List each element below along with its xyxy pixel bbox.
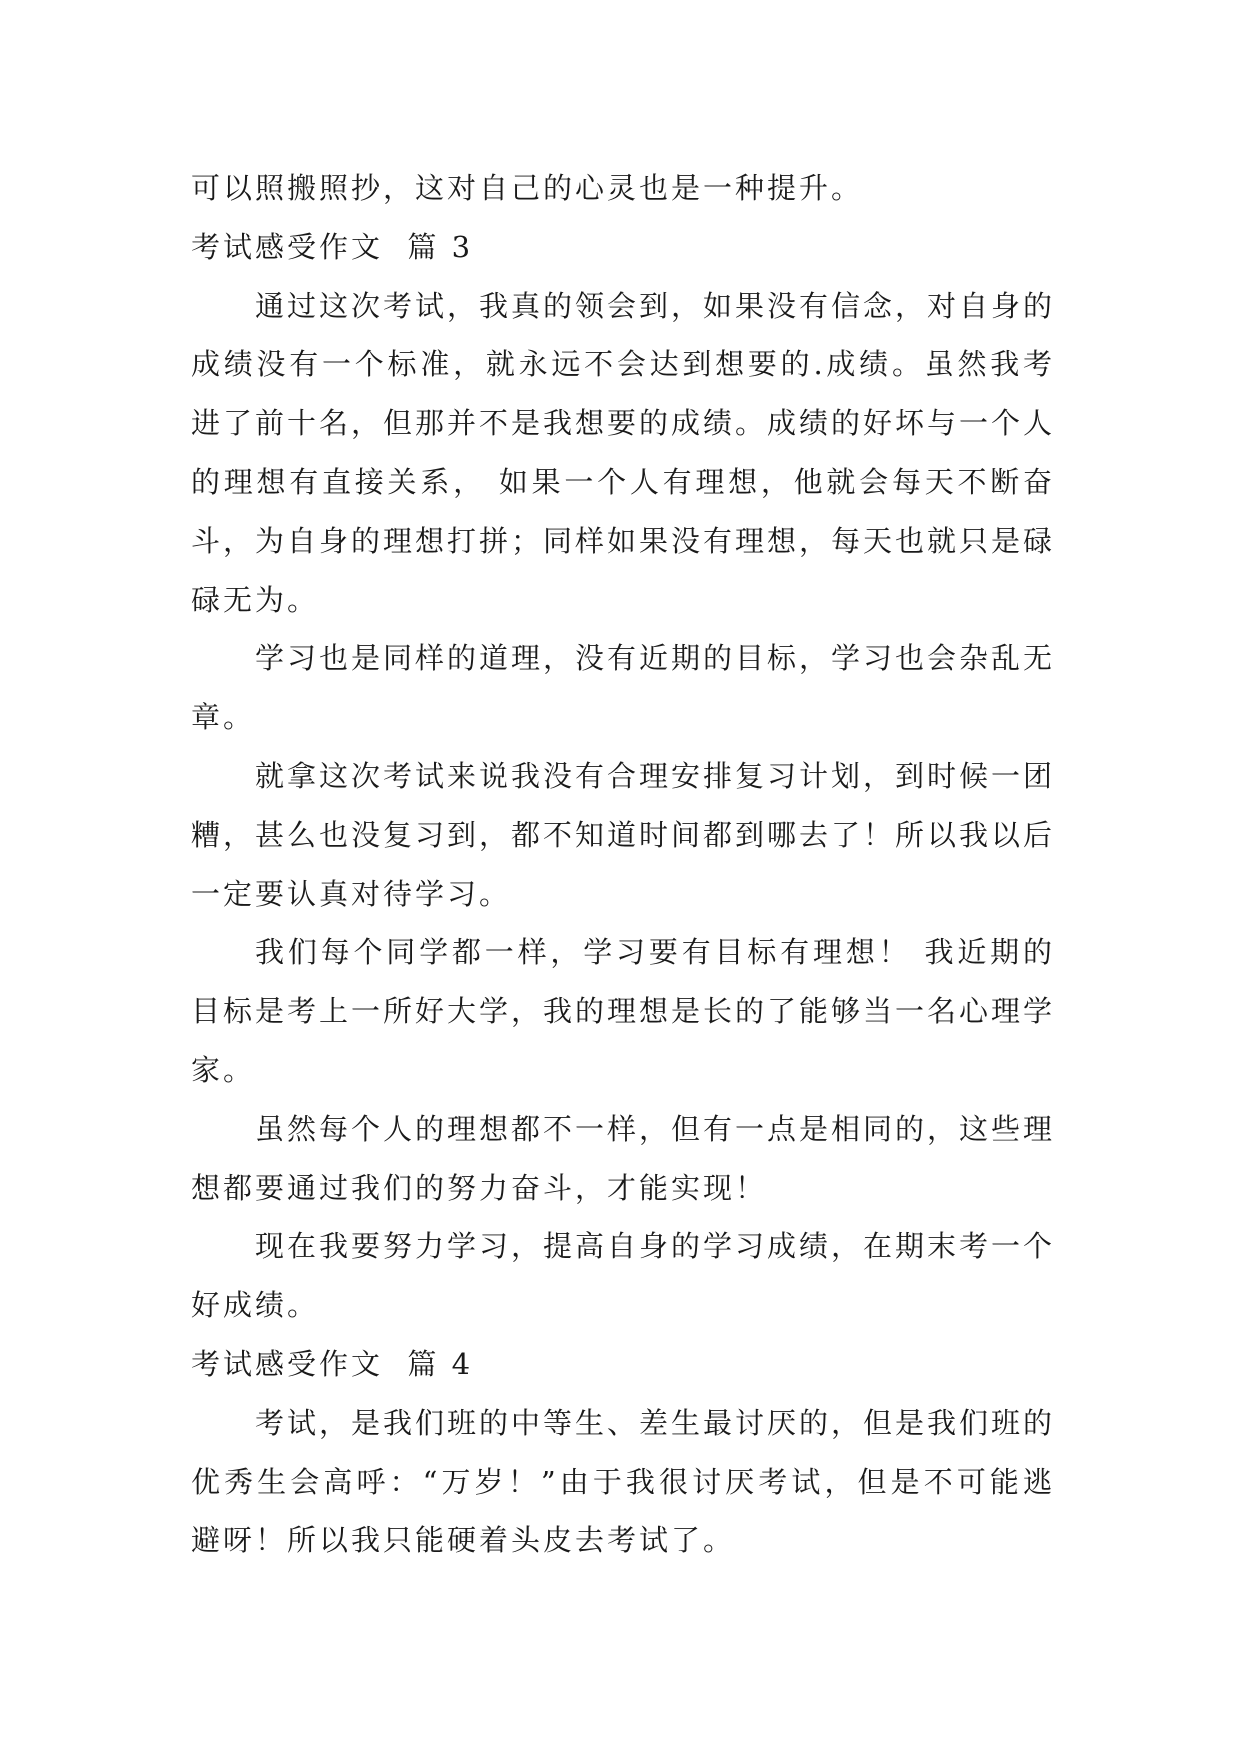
paragraph: 通过这次考试，我真的领会到，如果没有信念，对自身的成绩没有一个标准，就永远不会达到想要的.成绩。虽然我考进了前十名，但那并不是我想要的成绩。成绩的好坏与一个人的理想有直接关系， 如果一个人有理想，他就会每天不断奋斗，为自身的理想打拼；同样如果没有理想，每天也就只是碌碌无为。 — [191, 288, 1056, 617]
paragraph: 考试，是我们班的中等生、差生最讨厌的，但是我们班的优秀生会高呼：“万岁！”由于我很讨厌考试，但是不可能逃避呀！所以我只能硬着头皮去考试了。 — [191, 1405, 1056, 1558]
section-heading: 考试感受作文 篇 3 — [191, 229, 474, 264]
paragraph: 现在我要努力学习，提高自身的学习成绩，在期末考一个好成绩。 — [191, 1229, 1056, 1323]
paragraph: 虽然每个人的理想都不一样，但有一点是相同的，这些理想都要通过我们的努力奋斗，才能实现！ — [191, 1111, 1056, 1205]
paragraph: 我们每个同学都一样，学习要有目标有理想！ 我近期的目标是考上一所好大学，我的理想是长的了能够当一名心理学家。 — [191, 935, 1056, 1087]
paragraph: 就拿这次考试来说我没有合理安排复习计划，到时候一团糟，甚么也没复习到，都不知道时间都到哪去了！所以我以后一定要认真对待学习。 — [191, 758, 1056, 911]
paragraph: 学习也是同样的道理，没有近期的目标，学习也会杂乱无章。 — [191, 641, 1056, 735]
paragraph: 可以照搬照抄，这对自己的心灵也是一种提升。 — [191, 171, 864, 205]
document-body — [191, 159, 1055, 1570]
section-heading: 考试感受作文 篇 4 — [191, 1346, 474, 1381]
